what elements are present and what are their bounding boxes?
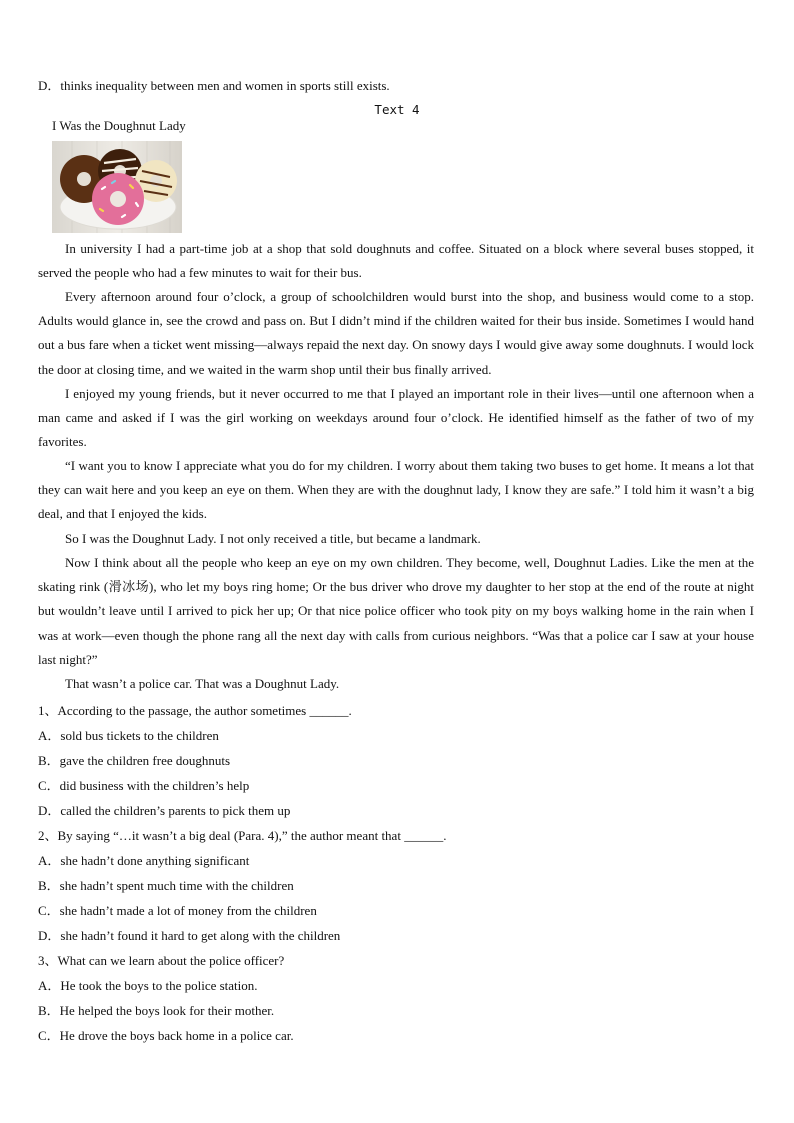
- question-stem: 3、What can we learn about the police officer?: [38, 953, 285, 968]
- paragraph-7: That wasn’t a police car. That was a Doughnut Lady.: [65, 676, 340, 691]
- paragraph-1: In university I had a part-time job at a shop that sold doughnuts and coffee. Situated on a block where several buses stopped, it served the people who had a few minutes to wait for their bus.: [38, 241, 754, 281]
- option-a: A．she hadn’t done anything significant: [38, 853, 250, 868]
- paragraph-5: So I was the Doughnut Lady. I not only received a title, but became a landmark.: [65, 531, 481, 546]
- paragraph-3: I enjoyed my young friends, but it never occurred to me that I played an important role in their lives—until one afternoon when a man came and asked if I was the girl working on weekdays around four o’clock. He identified himself as the father of two of my favorites.: [38, 386, 754, 450]
- option-c: C．she hadn’t made a lot of money from the children: [38, 903, 317, 918]
- option-c: C．did business with the children’s help: [38, 778, 250, 793]
- option-b: B．He helped the boys look for their mother.: [38, 1003, 275, 1018]
- option-a: A．sold bus tickets to the children: [38, 728, 219, 743]
- question-stem: 2、By saying “…it wasn’t a big deal (Para. 4),” the author meant that ______.: [38, 828, 447, 843]
- doughnut-plate-illustration: [52, 141, 182, 233]
- text-heading: Text 4: [374, 102, 420, 117]
- option-d: D．called the children’s parents to pick them up: [38, 803, 291, 818]
- option-b: B．gave the children free doughnuts: [38, 753, 231, 768]
- prev-question-option-d: D．thinks inequality between men and women in sports still exists.: [38, 78, 390, 93]
- option-d: D．she hadn’t found it hard to get along with the children: [38, 928, 341, 943]
- paragraph-2: Every afternoon around four o’clock, a group of schoolchildren would burst into the shop, and business would come to a stop. Adults would glance in, see the crowd and pass on. But I didn’t mind if the children waited for their bus inside. Sometimes I would hand out a bus fare when a ticket went missing—always repaid the next day. On snowy days I would give away some doughnuts. I would lock the door at closing time, and we waited in the warm shop until their bus finally arrived.: [38, 289, 754, 377]
- option-a: A．He took the boys to the police station.: [38, 978, 258, 993]
- article-title: I Was the Doughnut Lady: [52, 118, 186, 133]
- option-c: C．He drove the boys back home in a police car.: [38, 1028, 294, 1043]
- paragraph-6: Now I think about all the people who keep an eye on my own children. They become, well, Doughnut Ladies. Like the men at the skating rink (滑冰场), who let my boys ring home; Or the bus driver who drove my daughter to her stop at the end of the route at night but wouldn’t leave until I arrived to pick her up; Or that nice police officer who took pity on my boys walking home in the rain when I was at work—even though the phone rang all the next day with calls from curious neighbors. “Was that a police car I saw at your house last night?”: [38, 555, 754, 667]
- doughnut-image: [52, 141, 182, 233]
- option-b: B．she hadn’t spent much time with the children: [38, 878, 294, 893]
- paragraph-4: “I want you to know I appreciate what you do for my children. I worry about them taking two buses to get home. It means a lot that they can wait here and you keep an eye on them. When they are with the doughnut lady, I know they are safe.” I told him it wasn’t a big deal, and that I enjoyed the kids.: [38, 458, 754, 522]
- question-stem: 1、According to the passage, the author sometimes ______.: [38, 703, 352, 718]
